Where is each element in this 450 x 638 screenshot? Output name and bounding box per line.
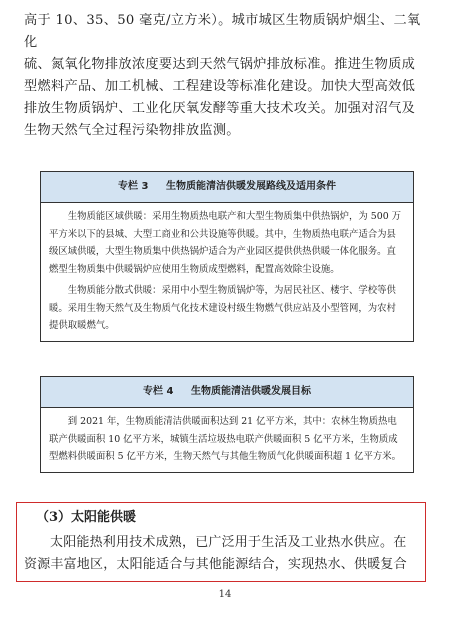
column-box-4-paragraph: 到 2021 年，生物质能清洁供暖面积达到 21 亿平方米，其中：农林生物质热电联产供暖面积 10 亿平方米，城镇生活垃圾热电联产供暖面积 5 亿平方米，生物质成型燃料供暖面积 5 亿平方米，生物天然气与其他生物质气化供暖面积超 1 亿平方米。 xyxy=(49,416,401,462)
column-box-3-title: 生物质能清洁供暖发展路线及适用条件 xyxy=(165,181,336,192)
column-box-4-header xyxy=(41,377,413,408)
intro-line: 排放生物质锅炉、工业化厌氧发酵等重大技术攻关。加强对沼气及 xyxy=(24,101,416,116)
column-box-3-number: 专栏 3 xyxy=(118,181,149,192)
intro-line: 型燃料产品、加工机械、工程建设等标准化建设。加快大型高效低 xyxy=(24,79,416,94)
column-box-4-number: 专栏 4 xyxy=(143,386,174,397)
section-line: 资源丰富地区，太阳能适合与其他能源结合，实现热水、供暖复合 xyxy=(24,557,407,572)
column-box-4-body xyxy=(41,408,413,472)
section-line: 太阳能热利用技术成熟，已广泛用于生活及工业热水供应。在 xyxy=(50,535,407,550)
column-box-4 xyxy=(40,376,414,473)
column-box-3-header xyxy=(41,172,413,203)
page-number: 14 xyxy=(218,589,232,600)
intro-line: 生物天然气全过程污染物排放监测。 xyxy=(24,123,240,138)
section-heading: （3）太阳能供暖 xyxy=(36,510,137,525)
section-body xyxy=(24,532,426,576)
intro-line: 高于 10、35、50 毫克/立方米）。城市城区生物质锅炉烟尘、二氧化 xyxy=(24,13,421,50)
column-box-3-paragraph: 生物质能区域供暖：采用生物质热电联产和大型生物质集中供热锅炉，为 500 万平方米以下的县城、大型工商业和公共设施等供暖。其中，生物质热电联产适合为县级区域供暖，大型生物质集中供热锅炉适合为产业园区提供供热供暖一体化服务。直燃型生物质集中供暖锅炉应使用生物质成型燃料，配置高效除尘设施。 xyxy=(49,211,402,275)
column-box-4-title: 生物质能清洁供暖发展目标 xyxy=(190,386,311,397)
intro-line: 硫、氮氧化物排放浓度要达到天然气锅炉排放标准。推进生物质成 xyxy=(24,57,416,72)
intro-text xyxy=(24,10,428,142)
column-box-3-paragraph: 生物质能分散式供暖：采用中小型生物质锅炉等，为居民社区、楼宇、学校等供暖。采用生物天然气及生物质气化技术建设村级生物燃气供应站及小型管网，为农村提供取暖燃气。 xyxy=(49,285,396,331)
column-box-3-body xyxy=(41,203,413,341)
column-box-3 xyxy=(40,171,414,342)
